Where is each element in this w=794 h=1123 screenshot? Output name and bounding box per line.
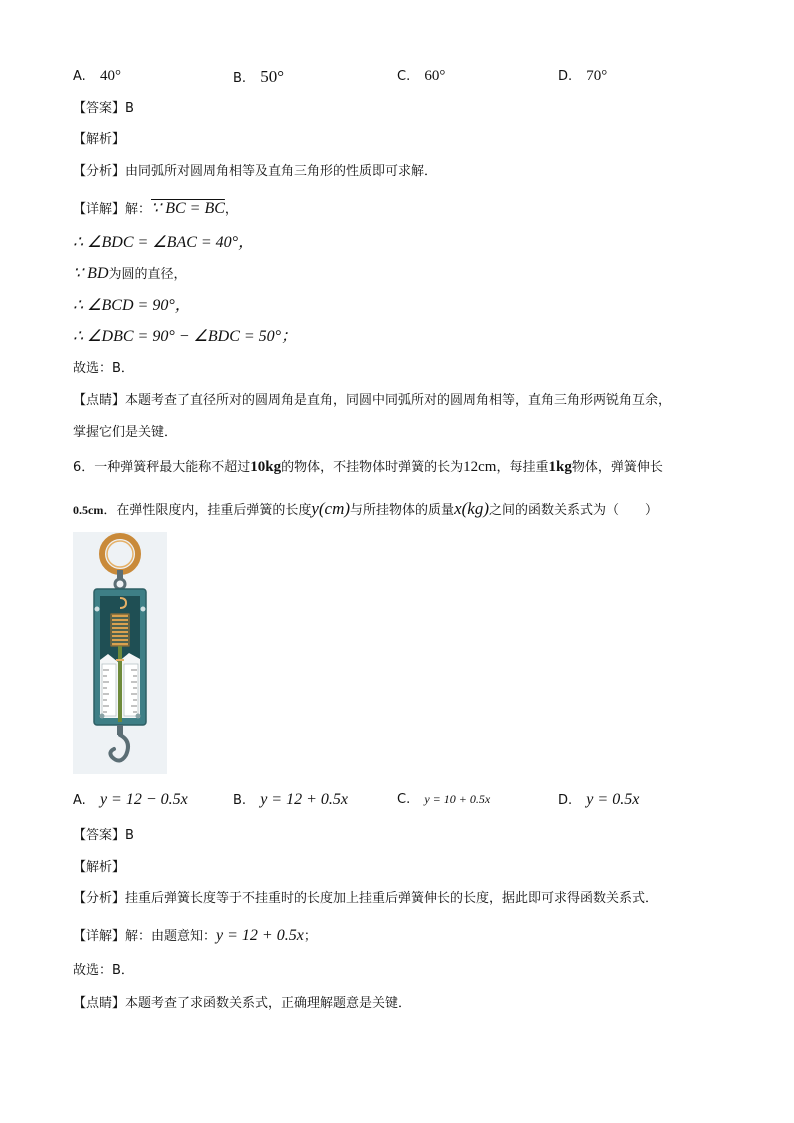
hook-icon — [110, 735, 128, 761]
q6-xiangjie — [73, 928, 317, 944]
option-value: y = 12 − 0.5x — [99, 791, 188, 808]
q5-choose: 故选：B． — [73, 361, 134, 376]
text-segment: 物体，弹簧伸长 — [571, 460, 663, 475]
q5-step4: ∴ ∠DBC = 90° − ∠BDC = 50°； — [73, 328, 298, 345]
function-expression: y = 12 + 0.5x — [216, 927, 304, 944]
x-kg-symbol: x(kg) — [454, 499, 489, 518]
option-letter: D. — [558, 69, 573, 84]
arc-equation: ∵ BC = BC — [151, 200, 225, 217]
option-letter: C. — [397, 792, 411, 807]
xiangjie-tail: ， — [224, 202, 238, 217]
q5-analysis-head: 【解析】 — [73, 132, 126, 147]
spring-scale-illustration — [73, 532, 167, 774]
q5-dianjing-1: 【点睛】本题考查了直径所对的圆周角是直角，同圆中同弧所对的圆周角相等，直角三角形两锐角互余， — [73, 393, 672, 408]
option-value: y = 10 + 0.5x — [424, 792, 491, 806]
indicator-rod — [118, 646, 122, 722]
q6-fenxi: 【分析】挂重后弹簧长度等于不挂重时的长度加上挂重后弹簧伸长的长度，据此即可求得函数关系式． — [73, 891, 659, 906]
text-segment: 与所挂物体的质量 — [350, 503, 455, 518]
text-segment: 之间的函数关系式为（ ） — [488, 503, 658, 518]
q6-answer: 【答案】B — [73, 828, 134, 843]
q6-choose: 故选：B． — [73, 963, 134, 978]
q6-line-1 — [73, 460, 663, 475]
y-cm-symbol: y(cm) — [311, 499, 351, 518]
q6-option-b — [233, 792, 348, 808]
text-segment: ．在弹性限度内，挂重后弹簧的长度 — [103, 503, 312, 518]
bd-symbol: ∵ BD — [73, 265, 109, 282]
text-segment: 6．一种弹簧秤最大能称不超过 — [73, 460, 251, 475]
q5-fenxi: 【分析】由同弧所对圆周角相等及直角三角形的性质即可求解． — [73, 164, 438, 179]
q5-option-a — [73, 69, 121, 84]
option-value: y = 0.5x — [586, 791, 640, 808]
value-0-5cm: 0.5cm — [73, 503, 104, 517]
q5-option-c — [397, 69, 445, 84]
q5-dianjing-2: 掌握它们是关键． — [73, 425, 178, 440]
q6-option-a — [73, 792, 188, 808]
xiangjie-prefix: 【详解】解： — [73, 202, 152, 217]
text-segment: 的物体，不挂物体时弹簧的长为 — [281, 460, 464, 475]
option-letter: B. — [233, 793, 247, 808]
q5-option-d — [558, 69, 607, 84]
option-letter: B. — [233, 71, 247, 86]
option-letter: A. — [73, 793, 86, 808]
q5-step1: ∴ ∠BDC = ∠BAC = 40°， — [73, 234, 255, 251]
q5-answer: 【答案】B — [73, 101, 134, 116]
q6-dianjing: 【点睛】本题考查了求函数关系式，正确理解题意是关键． — [73, 996, 412, 1011]
q5-option-b — [233, 68, 284, 85]
q5-xiangjie — [73, 201, 238, 217]
text-segment: ，每挂重 — [496, 460, 549, 475]
xiangjie-tail: ； — [303, 929, 317, 944]
step2-text: 为圆的直径， — [108, 267, 187, 282]
option-letter: A. — [73, 69, 86, 84]
option-letter: C. — [397, 69, 411, 84]
q6-analysis-head: 【解析】 — [73, 860, 126, 875]
q6-line-2 — [73, 500, 658, 517]
value-12cm: 12cm — [463, 459, 497, 475]
xiangjie-prefix: 【详解】解：由题意知： — [73, 929, 217, 944]
value-1kg: 1kg — [548, 459, 572, 475]
value-10kg: 10kg — [250, 459, 282, 475]
spring-scale-figure — [73, 532, 167, 774]
option-value: y = 12 + 0.5x — [260, 791, 348, 808]
q6-option-d — [558, 792, 639, 808]
option-value: 50° — [260, 67, 285, 86]
q5-step2 — [73, 266, 187, 282]
option-value: 40° — [99, 68, 121, 84]
q5-step3: ∴ ∠BCD = 90°， — [73, 297, 191, 314]
option-value: 70° — [586, 68, 608, 84]
q6-option-c — [397, 793, 490, 806]
option-letter: D. — [558, 793, 573, 808]
option-value: 60° — [424, 68, 446, 84]
